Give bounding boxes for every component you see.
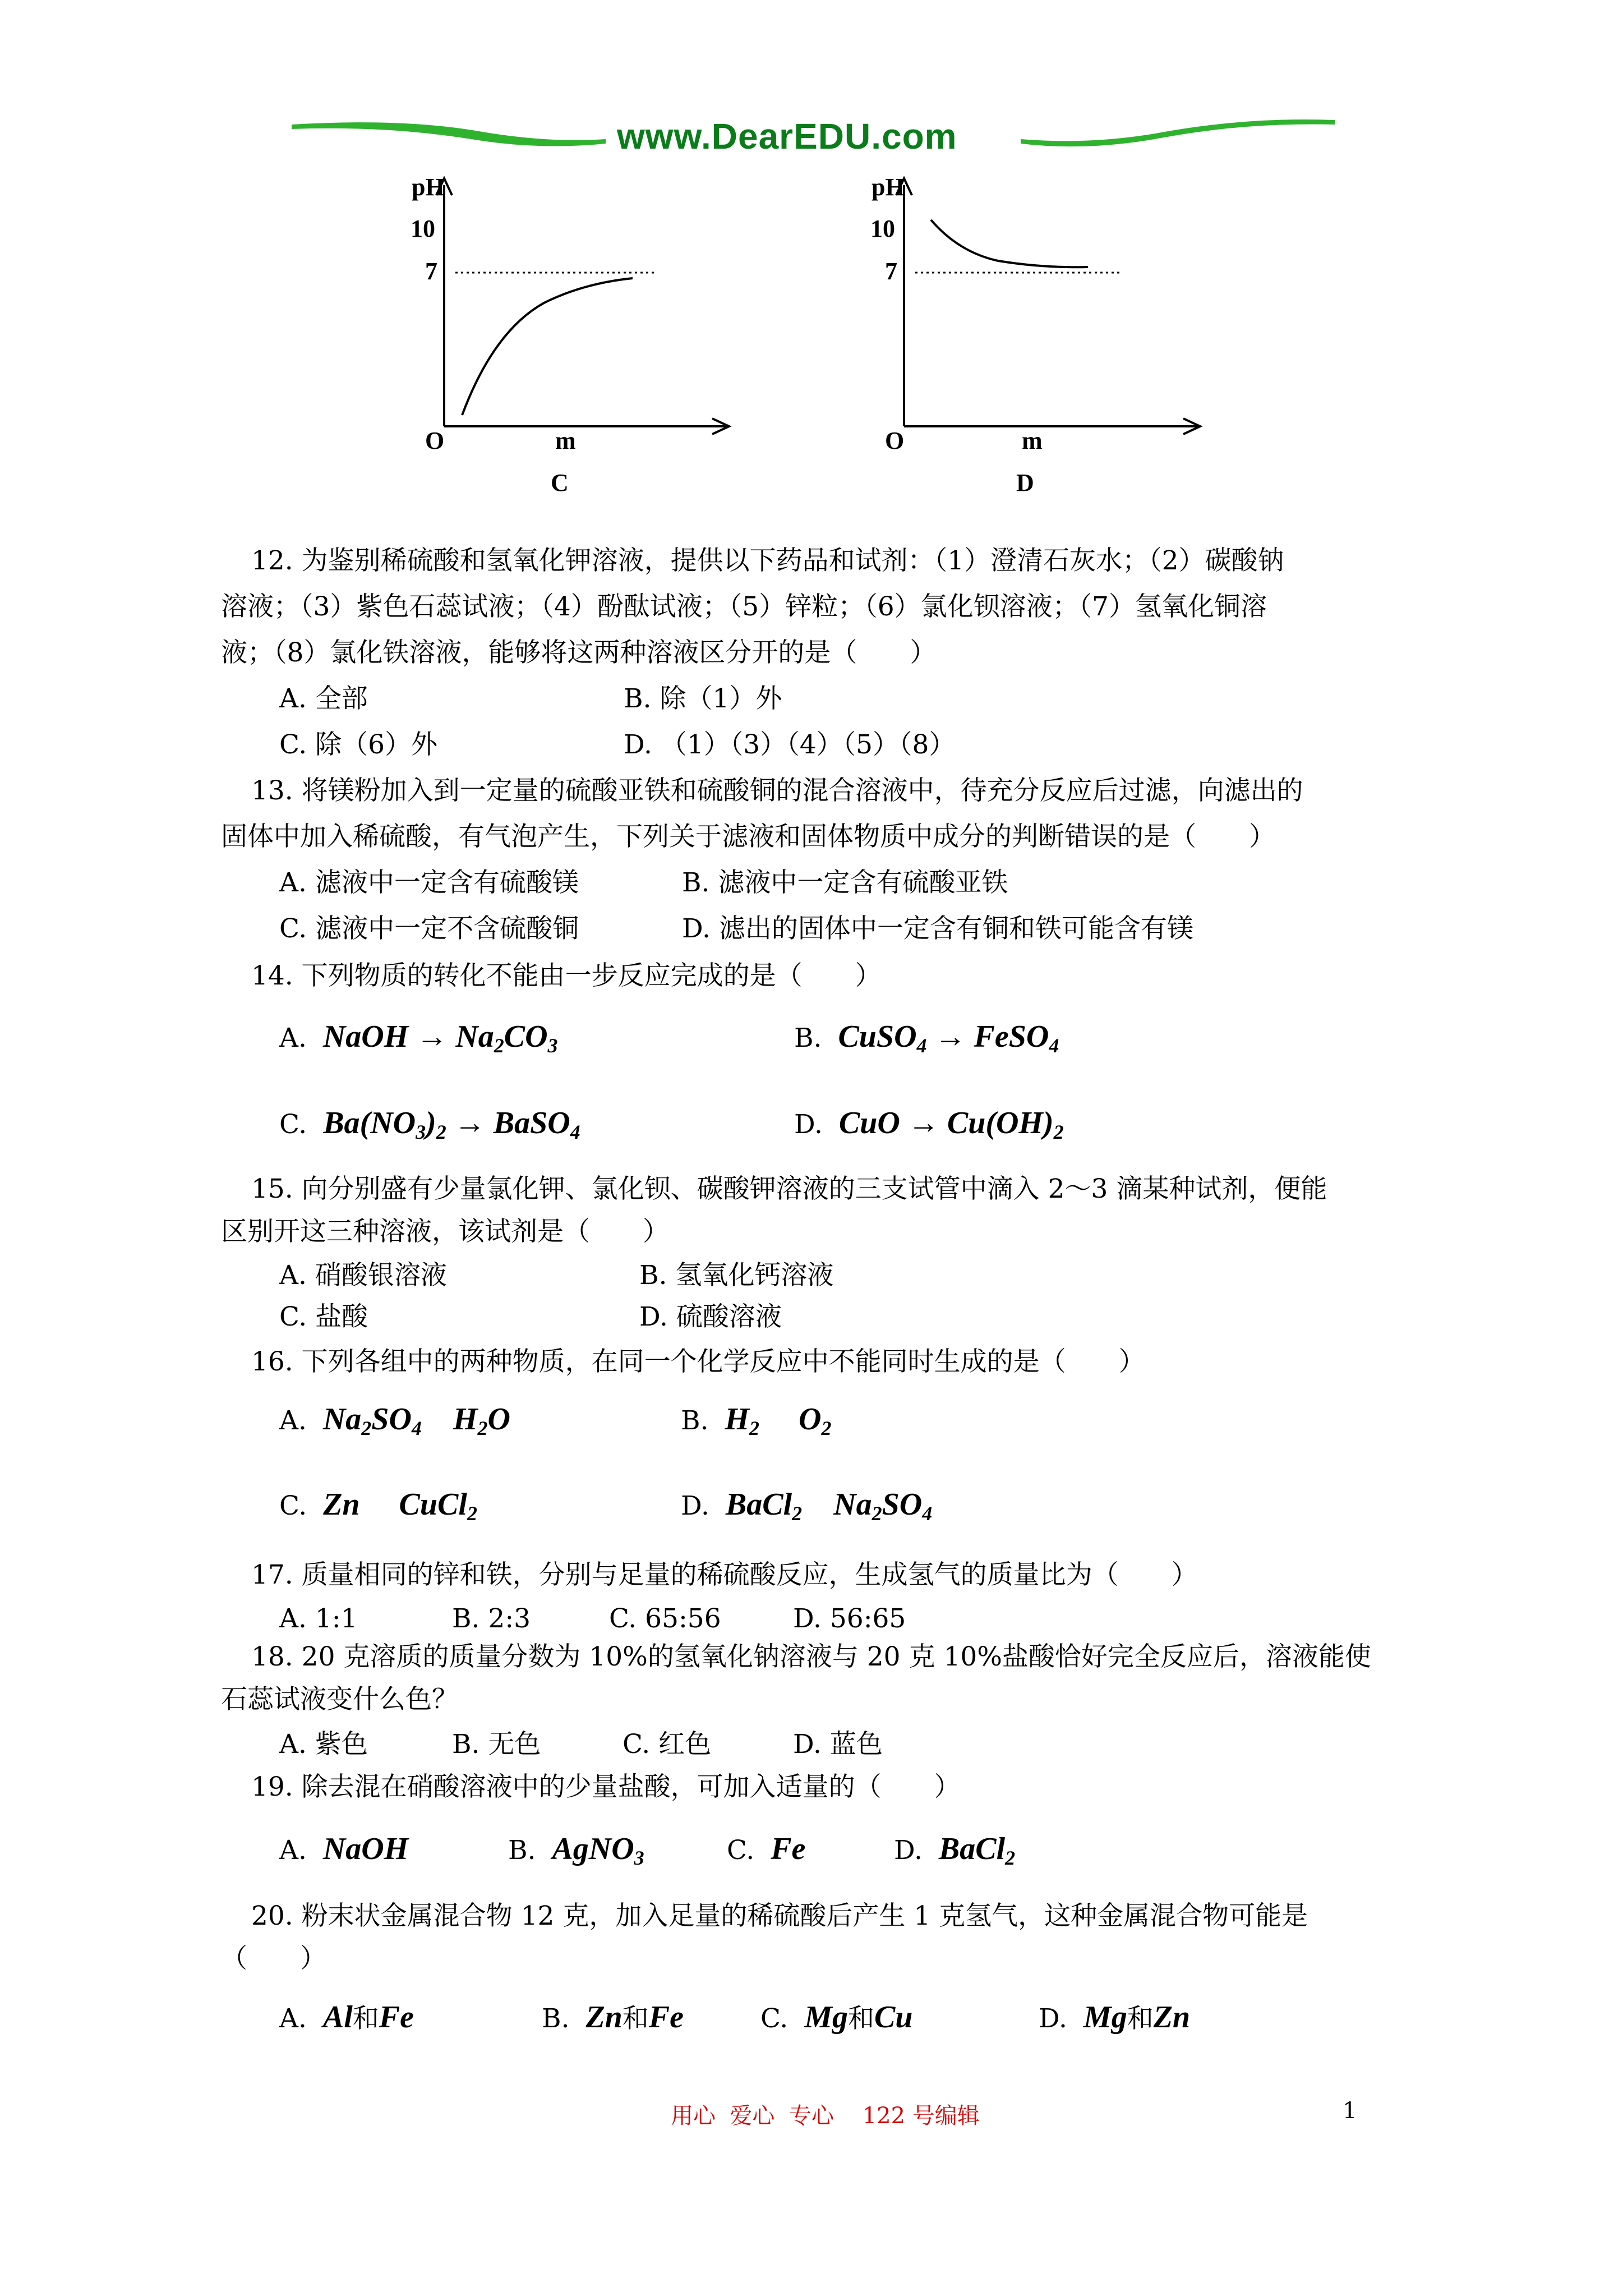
graph-c-xlabel: m <box>555 427 576 454</box>
q19-option-b[interactable] <box>508 1832 644 1875</box>
q19-option-d[interactable] <box>894 1832 1015 1875</box>
q20-option-d-label: D. <box>1039 2003 1067 2034</box>
q16-option-d-label: D. <box>681 1490 709 1521</box>
graph-d-caption: D <box>1016 469 1034 496</box>
q20-option-d[interactable] <box>1039 2000 1190 2036</box>
q15-option-d[interactable]: D. 硫酸溶液 <box>639 1301 782 1332</box>
q19-option-b-label: B. <box>508 1835 536 1866</box>
graph-d-xlabel: m <box>1022 427 1043 454</box>
q12-line2: 溶液；（3）紫色石蕊试液；（4）酚酞试液；（5）锌粒；（6）氯化钡溶液；（7）氢氧化铜溶 <box>221 591 1267 622</box>
q14-formula-d: CuO → $Cu(OH)_2$ <box>831 1106 1064 1143</box>
q18-option-b[interactable]: B. 无色 <box>452 1729 541 1760</box>
q16-option-a[interactable] <box>279 1402 510 1445</box>
q12-option-b[interactable]: B. 除（1）外 <box>624 683 782 714</box>
q20-option-a[interactable] <box>279 2000 414 2036</box>
q16-option-a-label: A. <box>279 1405 307 1436</box>
q20-he-a: 和 <box>352 2004 379 2033</box>
q17-option-c[interactable]: C. 65:56 <box>609 1603 721 1634</box>
graph-d-curve <box>931 220 1088 267</box>
q15-option-a[interactable]: A. 硝酸银溶液 <box>279 1260 447 1291</box>
q16-option-c[interactable] <box>279 1488 477 1530</box>
graph-d-tick-10: 10 <box>870 215 895 242</box>
q20-option-c[interactable] <box>760 2000 912 2036</box>
q13-line2: 固体中加入稀硫酸，有气泡产生，下列关于滤液和固体物质中成分的判断错误的是（ ） <box>221 821 1275 852</box>
green-swoosh-right-icon <box>1021 112 1335 163</box>
graph-c-tick-7: 7 <box>425 257 437 285</box>
q19-formula-a: NaOH <box>315 1832 409 1866</box>
q17-line1: 17. 质量相同的锌和铁，分别与足量的稀硫酸反应，生成氢气的质量比为（ ） <box>251 1559 1198 1590</box>
q20-formula-d: Mg和Zn <box>1075 2000 1191 2035</box>
q15-line2: 区别开这三种溶液，该试剂是（ ） <box>221 1216 669 1247</box>
q16-formula-b: $H_2$ $O_2$ <box>717 1402 832 1439</box>
q17-option-d[interactable]: D. 56:65 <box>793 1603 906 1634</box>
q18-option-d[interactable]: D. 蓝色 <box>793 1729 883 1760</box>
graph-c-curve <box>462 278 633 415</box>
q14-option-a-label: A. <box>279 1023 307 1053</box>
q20-he-c: 和 <box>847 2004 874 2033</box>
q14-option-b[interactable] <box>794 1020 1059 1062</box>
q13-line1: 13. 将镁粉加入到一定量的硫酸亚铁和硫酸铜的混合溶液中，待充分反应后过滤，向滤出的 <box>251 775 1303 806</box>
q14-option-b-label: B. <box>794 1023 822 1053</box>
graph-c-origin: O <box>425 427 445 454</box>
q19-option-a[interactable] <box>279 1832 408 1867</box>
q19-formula-b: AgNO$_3$ <box>544 1832 644 1869</box>
header-banner <box>292 112 1335 163</box>
q16-formula-a: $Na_2SO_4$ $H_2O$ <box>315 1402 510 1439</box>
q16-line1: 16. 下列各组中的两种物质，在同一个化学反应中不能同时生成的是（ ） <box>251 1346 1145 1377</box>
q15-option-b[interactable]: B. 氢氧化钙溶液 <box>639 1260 834 1291</box>
q12-line1: 12. 为鉴别稀硫酸和氢氧化钾溶液，提供以下药品和试剂：（1）澄清石灰水；（2）碳酸钠 <box>251 545 1284 576</box>
q20-he-b: 和 <box>622 2004 649 2033</box>
q16-option-b-label: B. <box>681 1405 709 1436</box>
q12-option-c[interactable]: C. 除（6）外 <box>279 729 438 760</box>
q12-option-d[interactable]: D. （1）（3）（4）（5）（8） <box>624 729 956 760</box>
q13-option-a[interactable]: A. 滤液中一定含有硫酸镁 <box>279 867 579 898</box>
q19-option-c[interactable] <box>727 1832 805 1867</box>
q13-option-c[interactable]: C. 滤液中一定不含硫酸铜 <box>279 913 579 944</box>
brand-title[interactable]: www.DearEDU.com <box>617 116 957 157</box>
q14-option-c[interactable] <box>279 1106 580 1149</box>
q20-formula-b: Zn和Fe <box>578 2000 684 2035</box>
graph-d-tick-7: 7 <box>885 257 897 285</box>
graph-c-ylabel: pH <box>412 173 445 201</box>
q19-formula-d: BaCl$_2$ <box>930 1832 1016 1869</box>
q12-line3: 液；（8）氯化铁溶液，能够将这两种溶液区分开的是（ ） <box>221 637 937 668</box>
page-number: 1 <box>1343 2098 1357 2124</box>
graph-d-ylabel: pH <box>872 173 905 201</box>
q14-formula-c: $Ba(NO_3)_2$ → BaSO$_4$ <box>315 1106 580 1143</box>
q19-option-a-label: A. <box>279 1835 307 1866</box>
q12-option-a[interactable]: A. 全部 <box>279 683 368 714</box>
q16-formula-c: Zn CuCl$_2$ <box>315 1487 477 1525</box>
q13-option-d[interactable]: D. 滤出的固体中一定含有铜和铁可能含有镁 <box>682 913 1193 944</box>
q19-formula-c: Fe <box>763 1832 806 1866</box>
q19-option-d-label: D. <box>894 1835 923 1866</box>
q15-option-c[interactable]: C. 盐酸 <box>279 1301 368 1332</box>
q13-option-b[interactable]: B. 滤液中一定含有硫酸亚铁 <box>682 867 1008 898</box>
q20-formula-a: Al和Fe <box>315 2000 414 2035</box>
q17-option-a[interactable]: A. 1:1 <box>279 1603 358 1634</box>
q14-formula-a: NaOH → $Na_2CO_3$ <box>315 1019 558 1057</box>
q19-line1: 19. 除去混在硝酸溶液中的少量盐酸，可加入适量的（ ） <box>251 1772 961 1802</box>
q14-option-a[interactable] <box>279 1020 558 1062</box>
q14-option-c-label: C. <box>279 1109 307 1140</box>
graph-d <box>864 168 1211 505</box>
q14-option-d-label: D. <box>794 1109 823 1140</box>
graph-c-tick-10: 10 <box>411 215 435 242</box>
q16-option-b[interactable] <box>681 1402 831 1445</box>
graph-d-origin: O <box>885 427 905 454</box>
green-swoosh-left-icon <box>292 112 606 163</box>
q20-formula-c: Mg和Cu <box>796 2000 913 2035</box>
q14-line1: 14. 下列物质的转化不能由一步反应完成的是（ ） <box>251 960 882 991</box>
q17-option-b[interactable]: B. 2:3 <box>452 1603 531 1634</box>
q18-option-a[interactable]: A. 紫色 <box>279 1729 368 1760</box>
q19-option-c-label: C. <box>727 1835 755 1866</box>
q20-option-a-label: A. <box>279 2003 307 2034</box>
q20-line1: 20. 粉末状金属混合物 12 克，加入足量的稀硫酸后产生 1 克氢气，这种金属混合物可能是 <box>251 1901 1308 1931</box>
q20-option-c-label: C. <box>760 2003 789 2034</box>
q16-option-d[interactable] <box>681 1488 932 1530</box>
q16-formula-d: BaCl$_2$ $Na_2SO_4$ <box>717 1487 933 1525</box>
q14-option-d[interactable] <box>794 1106 1064 1149</box>
q20-line2: （ ） <box>221 1943 326 1974</box>
q15-line1: 15. 向分别盛有少量氯化钾、氯化钡、碳酸钾溶液的三支试管中滴入 2～3 滴某种试剂，便能 <box>251 1174 1327 1204</box>
q20-option-b[interactable] <box>542 2000 684 2036</box>
q16-option-c-label: C. <box>279 1490 307 1521</box>
footer-text: 用心 爱心 专心 122 号编辑 <box>671 2103 980 2129</box>
q20-he-d: 和 <box>1127 2004 1154 2033</box>
graph-c <box>404 168 740 505</box>
q18-line1: 18. 20 克溶质的质量分数为 10%的氢氧化钠溶液与 20 克 10%盐酸恰好完全反应后，溶液能使 <box>251 1641 1371 1672</box>
q14-formula-b: CuSO$_4$ → FeSO$_4$ <box>830 1019 1059 1057</box>
q18-line2: 石蕊试液变什么色？ <box>221 1684 458 1715</box>
graph-c-caption: C <box>551 469 569 496</box>
q20-option-b-label: B. <box>542 2003 570 2034</box>
q18-option-c[interactable]: C. 红色 <box>623 1729 712 1760</box>
